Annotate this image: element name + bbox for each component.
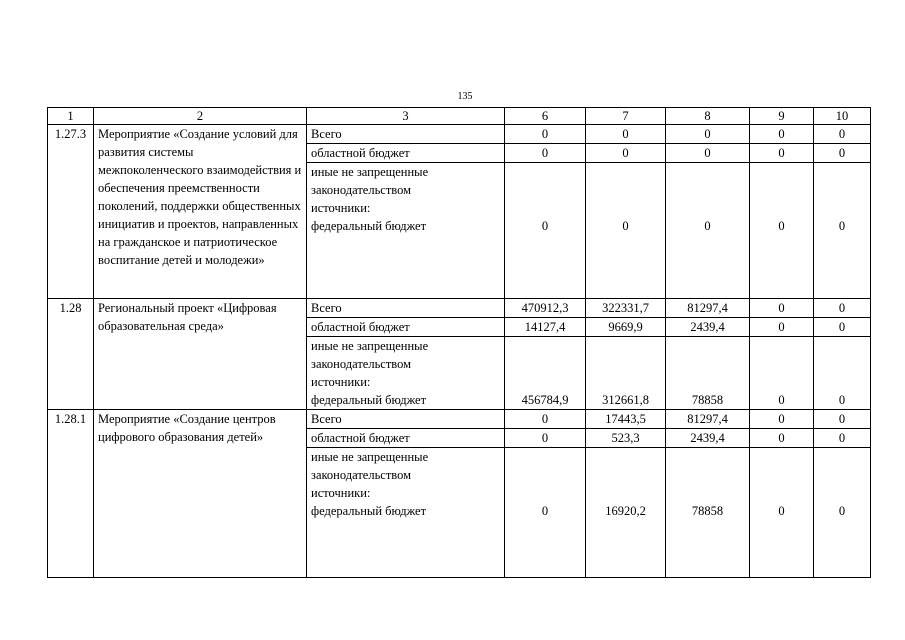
value-cell: 0 [586,125,666,144]
source-label-line: законодательством [311,357,412,371]
source-label-line: источники: [311,486,371,500]
header-cell: 3 [307,108,505,125]
source-label-line: федеральный бюджет [311,393,427,407]
source-label [307,448,505,578]
value-cell: 0 [750,125,814,144]
value-cell: 81297,4 [666,299,750,318]
value-cell: 0 [505,125,586,144]
header-cell: 6 [505,108,586,125]
value-cell: 0 [505,448,586,578]
source-label: Всего [307,410,505,429]
value-cell: 523,3 [586,429,666,448]
source-label-line: законодательством [311,468,412,482]
value-cell: 0 [750,429,814,448]
value-cell: 2439,4 [666,429,750,448]
item-name: Мероприятие «Создание центров цифрового образования детей» [94,410,307,578]
header-cell: 7 [586,108,666,125]
source-label-line: источники: [311,375,371,389]
header-cell: 9 [750,108,814,125]
source-label-line: источники: [311,201,371,215]
value-cell: 14127,4 [505,318,586,337]
source-label-line: иные не запрещенные [311,165,429,179]
value-cell: 0 [814,410,871,429]
value-cell: 0 [750,448,814,578]
value-cell: 0 [586,163,666,299]
value-cell: 0 [505,144,586,163]
source-label-line: законодательством [311,183,412,197]
value-cell: 78858 [666,337,750,410]
value-cell: 16920,2 [586,448,666,578]
budget-table [47,107,871,578]
value-cell: 0 [814,429,871,448]
value-cell: 0 [814,299,871,318]
item-name: Мероприятие «Создание условий для развития системы межпоколенческого взаимодействия и обеспечения преемственности поколений, поддержки общественных инициатив и проектов, направленных на гражданское и патриотическое воспитание детей и молодежи» [94,125,307,299]
item-name: Региональный проект «Цифровая образовательная среда» [94,299,307,410]
header-cell: 8 [666,108,750,125]
table-row [48,299,871,318]
value-cell: 0 [814,163,871,299]
value-cell: 0 [814,144,871,163]
value-cell: 0 [505,410,586,429]
source-label: областной бюджет [307,429,505,448]
value-cell: 81297,4 [666,410,750,429]
value-cell: 0 [814,337,871,410]
value-cell: 0 [814,318,871,337]
item-number: 1.28.1 [48,410,94,578]
value-cell: 0 [814,448,871,578]
source-label-line: федеральный бюджет [311,504,427,518]
value-cell: 0 [586,144,666,163]
header-row [48,108,871,125]
source-label-line: иные не запрещенные [311,450,429,464]
value-cell: 0 [666,163,750,299]
source-label: областной бюджет [307,318,505,337]
source-label-line: иные не запрещенные [311,339,429,353]
value-cell: 322331,7 [586,299,666,318]
source-label-line: федеральный бюджет [311,219,427,233]
value-cell: 0 [750,163,814,299]
value-cell: 0 [505,429,586,448]
item-number: 1.27.3 [48,125,94,299]
table-row [48,410,871,429]
value-cell: 0 [750,410,814,429]
value-cell: 456784,9 [505,337,586,410]
header-cell: 2 [94,108,307,125]
value-cell: 0 [666,125,750,144]
value-cell: 0 [750,318,814,337]
value-cell: 78858 [666,448,750,578]
item-number: 1.28 [48,299,94,410]
source-label [307,163,505,299]
value-cell: 0 [750,144,814,163]
value-cell: 470912,3 [505,299,586,318]
header-cell: 1 [48,108,94,125]
source-label: областной бюджет [307,144,505,163]
value-cell: 0 [750,299,814,318]
value-cell: 0 [666,144,750,163]
value-cell: 0 [814,125,871,144]
source-label [307,337,505,410]
source-label: Всего [307,125,505,144]
value-cell: 0 [750,337,814,410]
table-row [48,125,871,144]
header-cell: 10 [814,108,871,125]
value-cell: 9669,9 [586,318,666,337]
value-cell: 2439,4 [666,318,750,337]
source-label: Всего [307,299,505,318]
value-cell: 17443,5 [586,410,666,429]
value-cell: 312661,8 [586,337,666,410]
page-number: 135 [457,91,473,102]
value-cell: 0 [505,163,586,299]
